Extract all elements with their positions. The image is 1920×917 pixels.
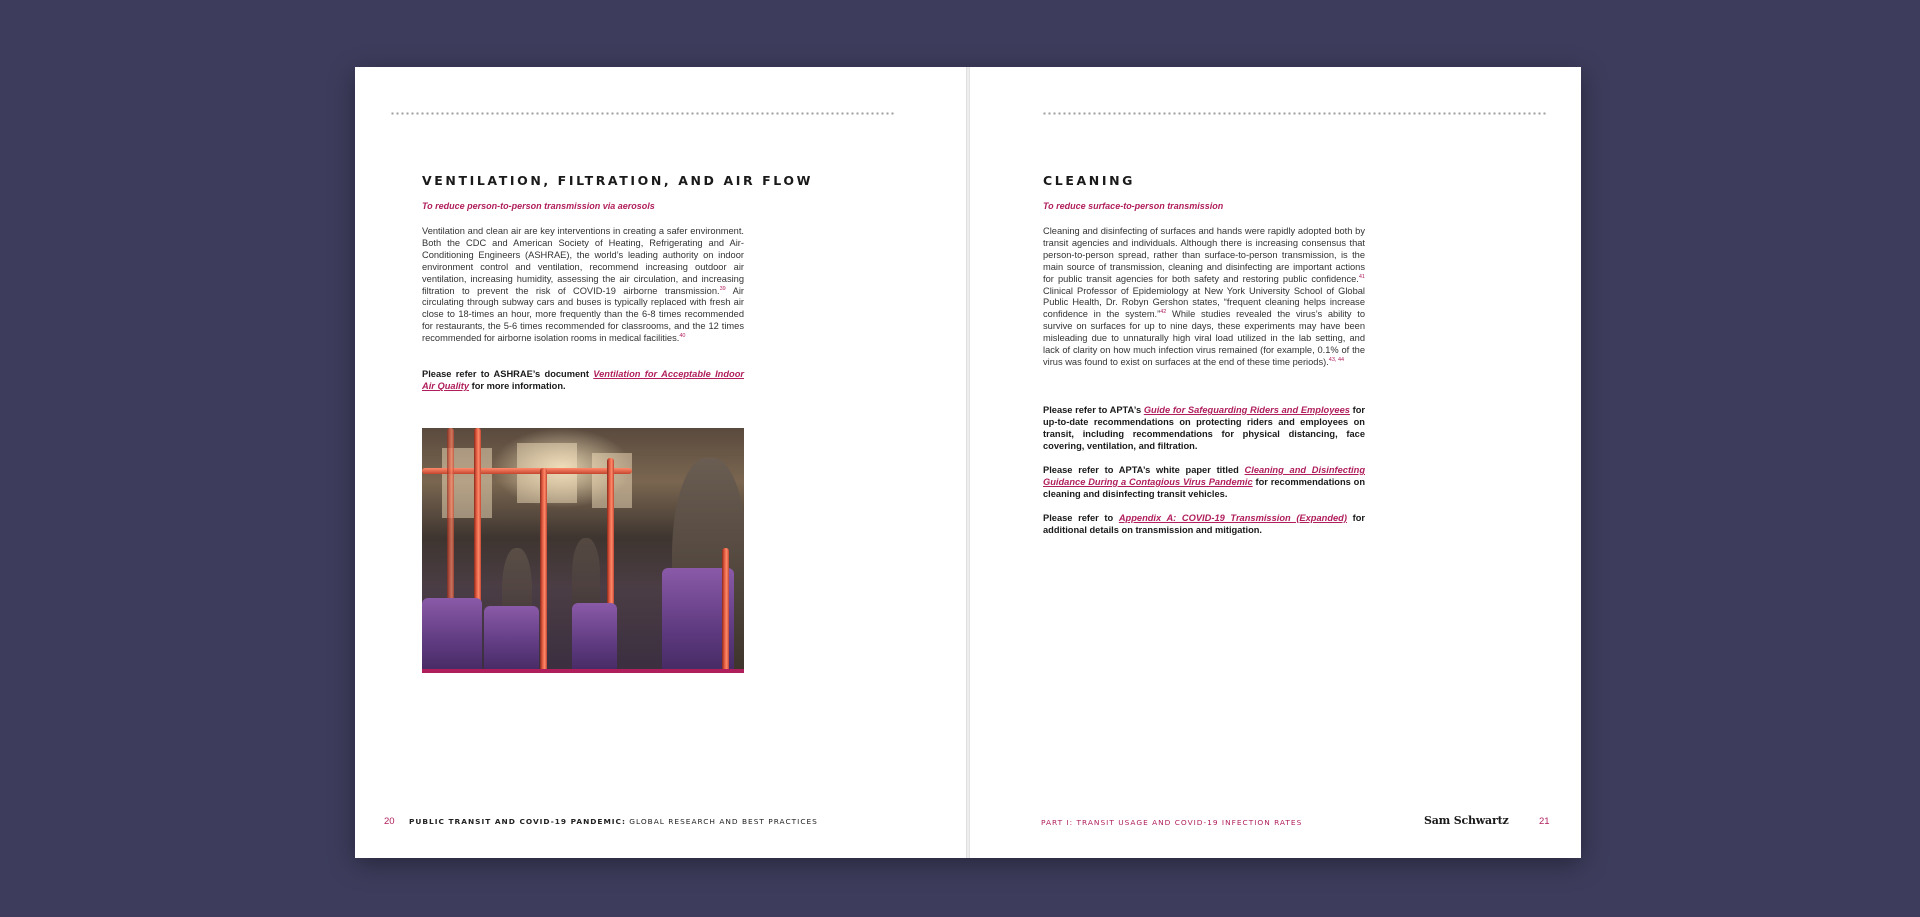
footnote-ref[interactable]: 43, 44 [1328, 356, 1345, 363]
footnote-ref[interactable]: 40 [679, 333, 686, 340]
left-page [355, 67, 967, 858]
ashrae-document-link[interactable]: Ventilation for Acceptable Indoor Air Quality [422, 369, 744, 391]
body-text: Air circulating through subway cars and buses is typically replaced with fresh air close to 18-times an hour, more frequently than the 6-8 times recommended for restaurants, the 5-6 times recommended for classrooms, and the 12 times recommended for airborne isolation rooms in medical facilities. [422, 285, 744, 344]
footer-title-bold: PUBLIC TRANSIT AND COVID-19 PANDEMIC: [409, 817, 626, 826]
footer-title [409, 817, 818, 826]
dotted-rule [1042, 112, 1547, 115]
body-paragraph [422, 226, 744, 345]
note-text: for more information. [469, 380, 566, 391]
dotted-rule [390, 112, 895, 115]
note-text: for up-to-date recommendations on protecting riders and employees on transit, including recommendations for physical distancing, face covering, ventilation, and filtration. [1043, 405, 1365, 451]
reference-note [1043, 465, 1365, 501]
section-heading: VENTILATION, FILTRATION, AND AIR FLOW [422, 173, 814, 188]
document-spread [355, 67, 1581, 858]
reference-note [422, 369, 744, 393]
page-number: 21 [1539, 816, 1550, 827]
body-paragraph [1043, 226, 1365, 369]
reference-note [1043, 513, 1365, 537]
apta-guide-link[interactable]: Guide for Safeguarding Riders and Employees [1143, 405, 1350, 415]
note-text: Please refer to ASHRAE’s document [422, 369, 594, 379]
page-number: 20 [384, 816, 395, 827]
body-text: Clinical Professor of Epidemiology at New York University School of Global Public Health, Dr. Robyn Gershon states, “frequent cleaning helps increase confidence in the system.” [1043, 285, 1365, 320]
footer-title-rest: GLOBAL RESEARCH AND BEST PRACTICES [625, 817, 818, 826]
section-heading: CLEANING [1043, 173, 1135, 188]
bus-interior-photo [422, 428, 744, 673]
body-text: Ventilation and clean air are key interventions in creating a safer environment. Both the CDC and American Society of Heating, Refrigerating and Air-Conditioning Engineers (ASHRAE), the world’s leading authority on indoor environment control and ventilation, recommend increasing outdoor air ventilation, increasing humidity, assessing the air circulation, and increasing filtration to prevent the risk of COVID-19 airborne transmission. [422, 226, 744, 296]
footer [384, 816, 818, 827]
body-text: Cleaning and disinfecting of surfaces and hands were rapidly adopted both by transit agencies and individuals. Although there is increasing consensus that person-to-person spread, rather than surface-to-person transmission, is the main source of transmission, cleaning and disinfecting are important actions for public transit agencies for both safety and restoring public confidence. [1043, 226, 1365, 284]
body-text: While studies revealed the virus’s ability to survive on surfaces for up to nine days, these experiments may have been misleading due to unnaturally high viral load utilized in the lab setting, and lack of clarity on how much infection virus remained (for example, 0.1% of the virus was found to exist on surfaces at the end of these time periods). [1043, 309, 1366, 367]
right-page [969, 67, 1581, 858]
footnote-ref[interactable]: 39 [719, 285, 726, 292]
reference-note [1043, 405, 1365, 453]
footnote-ref[interactable]: 42 [1160, 309, 1167, 316]
spine-gutter [966, 67, 970, 858]
note-text: Please refer to [1043, 513, 1119, 523]
note-text: Please refer to APTA’s white paper titled [1043, 465, 1245, 475]
accent-bar [422, 669, 744, 673]
section-subheading: To reduce person-to-person transmission via aerosols [422, 201, 655, 211]
appendix-a-link[interactable]: Appendix A: COVID-19 Transmission (Expanded) [1118, 513, 1347, 523]
brand-logo: Sam Schwartz [1424, 814, 1509, 827]
footer-part-title: PART I: TRANSIT USAGE AND COVID-19 INFECTION RATES [1041, 818, 1303, 827]
note-text: for additional details on transmission and mitigation. [1043, 513, 1365, 535]
note-text: for recommendations on cleaning and disinfecting transit vehicles. [1043, 476, 1366, 499]
footnote-ref[interactable]: 41 [1358, 273, 1365, 280]
section-subheading: To reduce surface-to-person transmission [1043, 201, 1224, 211]
note-text: Please refer to APTA’s [1043, 405, 1144, 415]
apta-white-paper-link[interactable]: Cleaning and Disinfecting Guidance During a Contagious Virus Pandemic [1043, 465, 1365, 487]
